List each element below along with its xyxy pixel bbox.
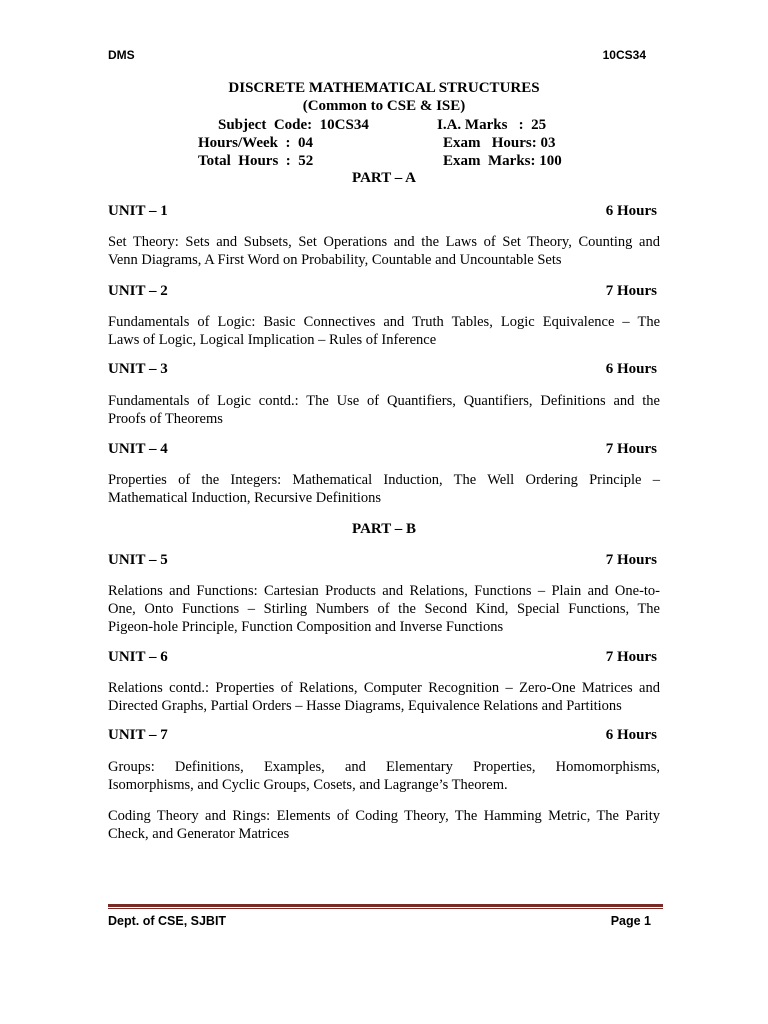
subject-code: Subject Code: 10CS34 <box>218 117 369 133</box>
footer-rule-thin <box>108 908 663 909</box>
unit-heading <box>108 552 657 569</box>
text-line: Groups: Definitions, Examples, and Elementary Properties, Homomorphisms, <box>108 759 660 775</box>
unit-description <box>108 582 660 636</box>
footer-page-number: Page 1 <box>610 914 651 928</box>
total-hours: Total Hours : 52 <box>198 153 314 169</box>
unit-description <box>108 471 660 507</box>
unit-description <box>108 233 660 269</box>
unit-name: UNIT – 7 <box>108 727 168 743</box>
unit-hours: 6 Hours <box>605 727 657 743</box>
unit-name: UNIT – 6 <box>108 649 168 665</box>
title-block <box>0 79 768 115</box>
footer-department: Dept. of CSE, SJBIT <box>108 914 227 928</box>
text-line: Relations contd.: Properties of Relations, Computer Recognition – Zero-One Matrices and <box>108 680 660 696</box>
unit-description <box>108 679 660 715</box>
unit-name: UNIT – 4 <box>108 441 168 457</box>
unit-name: UNIT – 1 <box>108 203 168 219</box>
header-left: DMS <box>108 48 135 62</box>
unit-heading <box>108 203 657 220</box>
part-b-heading: PART – B <box>352 521 416 537</box>
unit-description <box>108 758 660 794</box>
text-line: Venn Diagrams, A First Word on Probability, Countable and Uncountable Sets <box>108 252 562 268</box>
text-line: Proofs of Theorems <box>108 411 223 427</box>
text-line: Check, and Generator Matrices <box>108 826 290 842</box>
unit-heading <box>108 361 657 378</box>
unit-hours: 6 Hours <box>605 361 657 377</box>
text-line: Fundamentals of Logic contd.: The Use of Quantifiers, Quantifiers, Definitions and the <box>108 393 660 409</box>
document-title: DISCRETE MATHEMATICAL STRUCTURES <box>228 80 540 96</box>
text-line: Mathematical Induction, Recursive Definitions <box>108 490 382 506</box>
ia-marks: I.A. Marks : 25 <box>437 117 547 133</box>
unit-name: UNIT – 3 <box>108 361 168 377</box>
unit-heading <box>108 649 657 666</box>
text-line: Set Theory: Sets and Subsets, Set Operations and the Laws of Set Theory, Counting and <box>108 234 660 250</box>
text-line: Isomorphisms, and Cyclic Groups, Cosets, and Lagrange’s Theorem. <box>108 777 508 793</box>
text-line: Laws of Logic, Logical Implication – Rules of Inference <box>108 332 437 348</box>
unit-hours: 7 Hours <box>605 441 657 457</box>
exam-marks: Exam Marks: 100 <box>443 153 562 169</box>
unit-name: UNIT – 5 <box>108 552 168 568</box>
unit-heading <box>108 283 657 300</box>
unit-hours: 6 Hours <box>605 203 657 219</box>
text-line: Fundamentals of Logic: Basic Connectives and Truth Tables, Logic Equivalence – The <box>108 314 660 330</box>
unit-name: UNIT – 2 <box>108 283 168 299</box>
text-line: Directed Graphs, Partial Orders – Hasse Diagrams, Equivalence Relations and Partitions <box>108 698 622 714</box>
unit-hours: 7 Hours <box>605 552 657 568</box>
coding-theory-paragraph <box>108 807 660 843</box>
unit-description <box>108 392 660 428</box>
unit-heading <box>108 727 657 744</box>
part-a-heading: PART – A <box>352 170 416 186</box>
text-line: Coding Theory and Rings: Elements of Coding Theory, The Hamming Metric, The Parity <box>108 808 660 824</box>
text-line: Pigeon-hole Principle, Function Composition and Inverse Functions <box>108 619 504 635</box>
footer-rule-thick <box>108 904 663 907</box>
text-line: Properties of the Integers: Mathematical Induction, The Well Ordering Principle – <box>108 472 660 488</box>
header-right: 10CS34 <box>602 48 646 62</box>
unit-hours: 7 Hours <box>605 649 657 665</box>
document-subtitle: (Common to CSE & ISE) <box>302 98 466 114</box>
text-line: One, Onto Functions – Stirling Numbers of the Second Kind, Special Functions, The <box>108 601 660 617</box>
exam-hours: Exam Hours: 03 <box>443 135 556 151</box>
unit-hours: 7 Hours <box>605 283 657 299</box>
text-line: Relations and Functions: Cartesian Products and Relations, Functions – Plain and One-to- <box>108 583 660 599</box>
unit-description <box>108 313 660 349</box>
hours-week: Hours/Week : 04 <box>198 135 313 151</box>
unit-heading <box>108 441 657 458</box>
